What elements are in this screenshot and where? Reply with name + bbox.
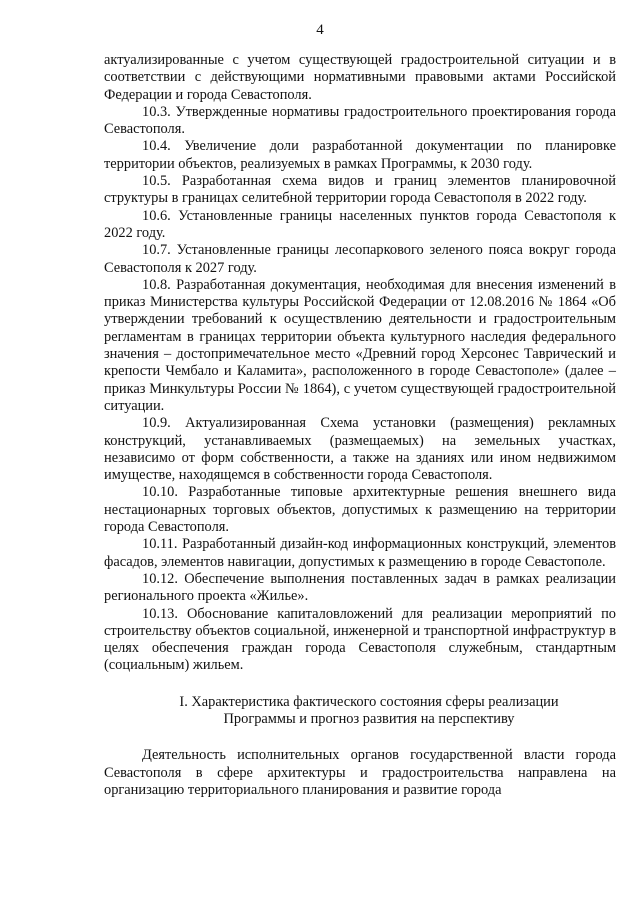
section-heading-line-1: I. Характеристика фактического состояния сферы реализации [179, 693, 559, 710]
numbered-results-list [104, 52, 616, 675]
body-paragraph: 10.12. Обеспечение выполнения поставленных задач в рамках реализации регионального проекта «Жилье». [104, 570, 616, 605]
body-paragraph: 10.8. Разработанная документация, необходимая для внесения изменений в приказ Министерства культуры Российской Федерации от 12.08.2016 № 1864 «Об утверждении требований к осуществлению деятельности и градостроительным регламентам в границах территории объекта культурного наследия федерального значения – достопримечательное место «Древний город Херсонес Таврический и крепости Чембало и Каламита», расположенного в городе Севастополе» (далее – приказ Минкультуры России № 1864), с учетом существующей градостроительной ситуации. [104, 276, 616, 414]
body-paragraph: 10.4. Увеличение доли разработанной документации по планировке территории объектов, реализуемых в рамках Программы, к 2030 году. [104, 138, 616, 172]
body-paragraph: актуализированные с учетом существующей градостроительной ситуации и в соответствии с действующими нормативными правовыми актами Российской Федерации и города Севастополя. [104, 52, 616, 103]
section-heading-line-2: Программы и прогноз развития на перспективу [223, 710, 515, 727]
body-paragraph: 10.7. Установленные границы лесопаркового зеленого пояса вокруг города Севастополя к 2027 году. [104, 242, 616, 276]
body-paragraph: 10.13. Обоснование капиталовложений для реализации мероприятий по строительству объектов социальной, инженерной и транспортной инфраструктур в целях обеспечения граждан города Севастополя служебным, стандартным (социальным) жильем. [104, 605, 616, 674]
body-paragraph: 10.9. Актуализированная Схема установки (размещения) рекламных конструкций, устанавливаемых (размещаемых) на земельных участках, независимо от форм собственности, а также на зданиях или ином недвижимом имуществе, находящемся в собственности города Севастополя. [104, 415, 616, 484]
body-paragraph: 10.5. Разработанная схема видов и границ элементов планировочной структуры в границах селитебной территории города Севастополя в 2022 году. [104, 173, 616, 207]
document-body [104, 52, 616, 799]
body-paragraph: 10.10. Разработанные типовые архитектурные решения внешнего вида нестационарных торговых объектов, допустимых к размещению на территории города Севастополя. [104, 484, 616, 536]
body-paragraph: 10.6. Установленные границы населенных пунктов города Севастополя к 2022 году. [104, 207, 616, 241]
body-paragraph: 10.11. Разработанный дизайн-код информационных конструкций, элементов фасадов, элементов навигации, допустимых к размещению в городе Севастополе. [104, 536, 616, 570]
page-number: 4 [316, 22, 324, 38]
body-paragraph: Деятельность исполнительных органов государственной власти города Севастополя в сфере архитектуры и градостроительства направлена на организацию территориального планирования и развитие города [104, 747, 616, 798]
body-paragraph: 10.3. Утвержденные нормативы градостроительного проектирования города Севастополя. [104, 103, 616, 138]
section-heading [104, 694, 616, 729]
